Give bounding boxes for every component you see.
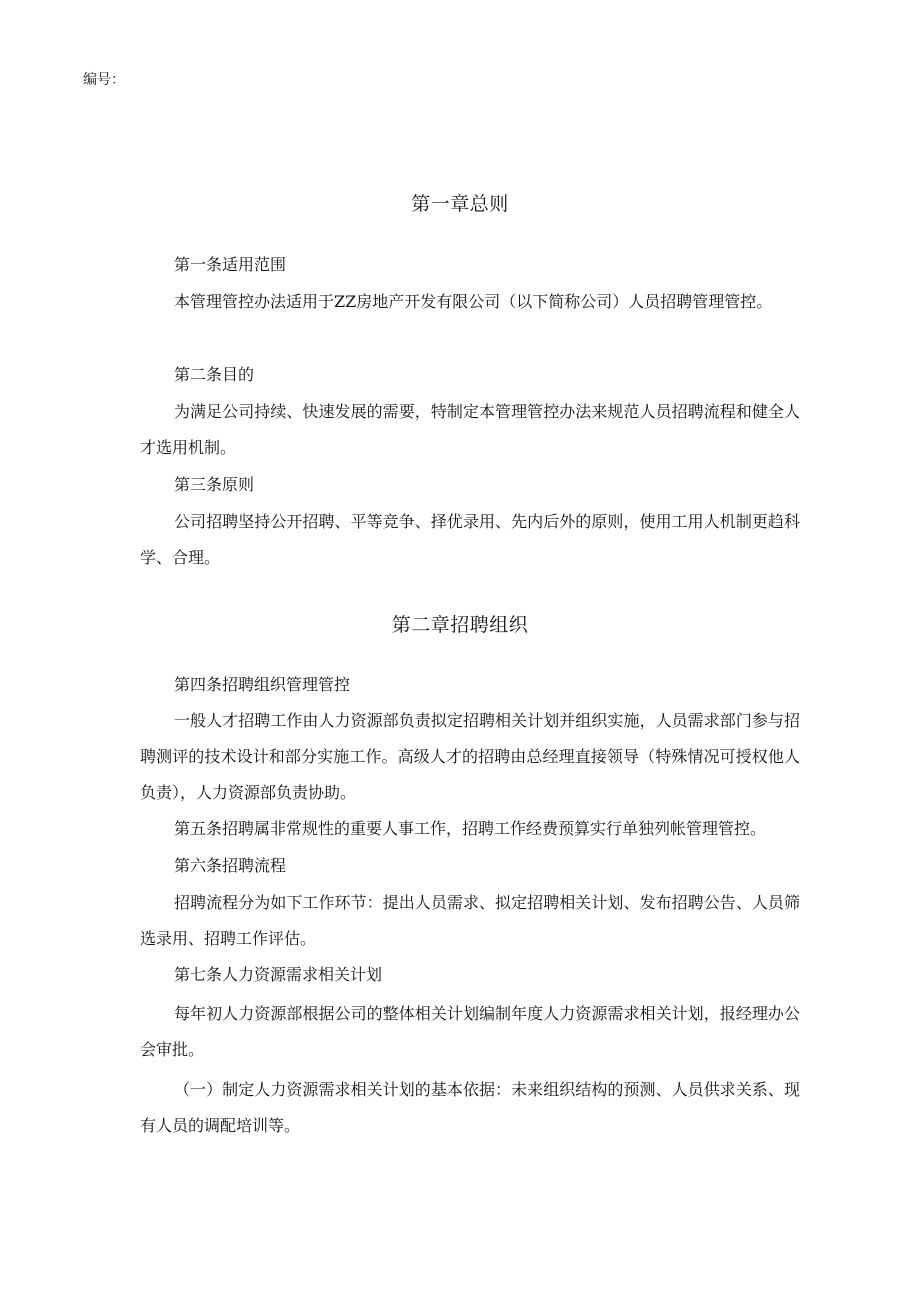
chapter-1-title: 第一章总则 bbox=[411, 193, 509, 215]
article-6-text: 招聘流程分为如下工作环节：提出人员需求、拟定招聘相关计划、发布招聘公告、人员筛选录用、招聘工作评估。 bbox=[140, 893, 800, 948]
article-3-title: 第三条原则 bbox=[174, 475, 255, 494]
chapter-2-title: 第二章招聘组织 bbox=[391, 614, 529, 636]
article-2-text: 为满足公司持续、快速发展的需要，特制定本管理管控办法来规范人员招聘流程和健全人才选用机制。 bbox=[140, 402, 800, 457]
article-3-text: 公司招聘坚持公开招聘、平等竞争、择优录用、先内后外的原则，使用工用人机制更趋科学、合理。 bbox=[140, 512, 800, 567]
article-6-title: 第六条招聘流程 bbox=[174, 856, 287, 875]
article-1-text: 本管理管控办法适用于ZZ房地产开发有限公司（以下简称公司）人员招聘管理管控。 bbox=[174, 292, 773, 311]
article-7-text: 每年初人力资源部根据公司的整体相关计划编制年度人力资源需求相关计划，报经理办公会审批。 bbox=[140, 1004, 800, 1059]
article-7-title: 第七条人力资源需求相关计划 bbox=[174, 965, 383, 984]
article-1-title: 第一条适用范围 bbox=[174, 255, 287, 274]
article-4-title: 第四条招聘组织管理管控 bbox=[174, 675, 351, 694]
article-5-text: 第五条招聘属非常规性的重要人事工作，招聘工作经费预算实行单独列帐管理管控。 bbox=[174, 819, 767, 838]
article-4-text: 一般人才招聘工作由人力资源部负责拟定招聘相关计划并组织实施，人员需求部门参与招聘测评的技术设计和部分实施工作。高级人才的招聘由总经理直接领导（特殊情况可授权他人负责），人力资源部负责协助。 bbox=[140, 711, 800, 802]
article-7-item-1: （一）制定人力资源需求相关计划的基本依据：未来组织结构的预测、人员供求关系、现有人员的调配培训等。 bbox=[140, 1080, 800, 1135]
article-2-title: 第二条目的 bbox=[174, 365, 255, 384]
document-number-label: 编号： bbox=[83, 72, 125, 88]
